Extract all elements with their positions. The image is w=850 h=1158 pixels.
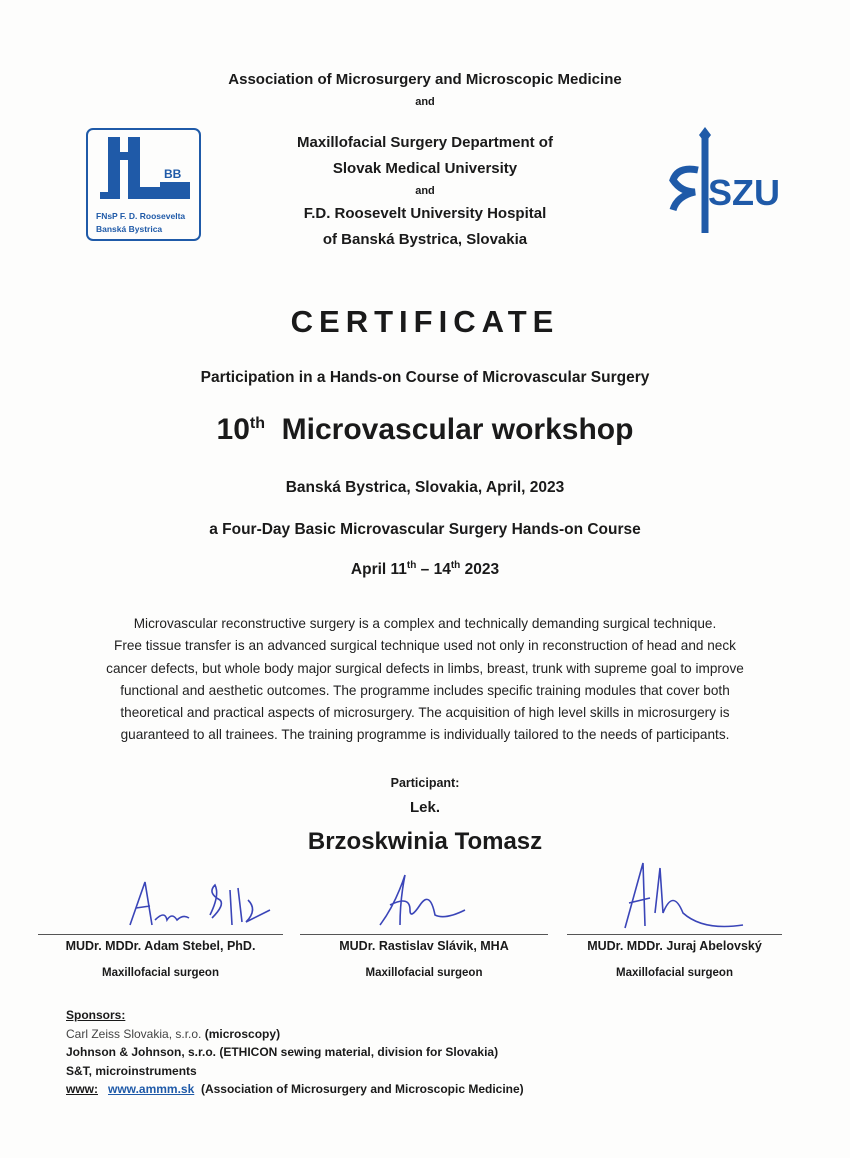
description-line: theoretical and practical aspects of microsurgery. The acquisition of high level skills in microsurgery is	[120, 705, 730, 721]
sponsors-heading: Sponsors:	[66, 1008, 126, 1022]
sponsor-item: Johnson & Johnson, s.r.o. (ETHICON sewing material, division for Slovakia)	[66, 1045, 499, 1059]
dept-line-1: Maxillofacial Surgery Department of	[297, 134, 553, 151]
event-place: Banská Bystrica, Slovakia, April, 2023	[285, 479, 565, 496]
signature-abelovsky	[615, 858, 755, 933]
org-name: Association of Microsurgery and Microscopic Medicine	[228, 71, 622, 88]
szu-logo	[660, 125, 780, 237]
subtitle: Participation in a Hands-on Course of Microvascular Surgery	[200, 369, 650, 386]
sponsors-section	[66, 1006, 524, 1099]
event-number-suffix: th	[249, 415, 265, 432]
sponsor-name: Carl Zeiss Slovakia, s.r.o.	[66, 1026, 202, 1041]
signatory-role: Maxillofacial surgeon	[102, 967, 219, 979]
signatory-role: Maxillofacial surgeon	[365, 967, 483, 979]
signatory-name: MUDr. Rastislav Slávik, MHA	[339, 939, 509, 953]
logo-letters: BB	[164, 167, 182, 181]
sponsor-item: S&T, microinstruments	[66, 1063, 197, 1078]
hospital-building-icon	[88, 130, 199, 210]
signatory-name: MUDr. MDDr. Juraj Abelovský	[587, 939, 762, 953]
date-suffix: th	[406, 560, 417, 571]
participant-title: Lek.	[409, 799, 440, 816]
date-start: April 11	[350, 561, 407, 579]
signatory-name: MUDr. MDDr. Adam Stebel, PhD.	[65, 939, 256, 953]
logo-line-2: Banská Bystrica	[96, 224, 163, 234]
date-suffix: th	[450, 560, 461, 571]
signatory-3	[567, 934, 782, 979]
logo-letters: SZU	[708, 172, 780, 213]
signature-stebel	[120, 870, 290, 935]
date-end: – 14	[416, 561, 451, 579]
certificate-title: CERTIFICATE	[290, 304, 560, 339]
description-line: Free tissue transfer is an advanced surgical technique used not only in reconstruction of head and neck	[114, 638, 736, 654]
hospital-line-2: of Banská Bystrica, Slovakia	[322, 231, 528, 248]
fnsp-logo	[86, 128, 201, 241]
and-text: and	[415, 96, 435, 108]
description-line: cancer defects, but whole body major surgical defects in limbs, breast, trunk with supreme goal to improve	[106, 660, 744, 676]
website-link[interactable]: www.ammm.sk	[108, 1082, 195, 1096]
participant-name: Brzoskwinia Tomasz	[307, 828, 543, 855]
dept-line-2: Slovak Medical University	[332, 160, 518, 177]
event-number: 10	[216, 413, 250, 446]
course-description: a Four-Day Basic Microvascular Surgery Hands-on Course	[209, 521, 641, 538]
and-text: and	[415, 185, 435, 197]
course-dates	[0, 560, 850, 579]
www-label: www:	[66, 1082, 98, 1096]
description-line: guaranteed to all trainees. The training programme is individually tailored to the needs of participants.	[120, 727, 730, 743]
description-line: Microvascular reconstructive surgery is a complex and technically demanding surgical technique.	[133, 616, 717, 631]
event-name: Microvascular workshop	[281, 413, 634, 446]
signatory-2	[300, 934, 548, 979]
description-line: functional and aesthetic outcomes. The programme includes specific training modules that cover both	[120, 682, 730, 698]
description-paragraph	[60, 613, 790, 747]
logo-line-1: FNsP F. D. Roosevelta	[96, 211, 186, 221]
date-year: 2023	[460, 561, 500, 579]
signatory-role: Maxillofacial surgeon	[616, 967, 733, 979]
hospital-line-1: F.D. Roosevelt University Hospital	[303, 205, 547, 222]
signatory-1	[38, 934, 283, 979]
website-note: (Association of Microsurgery and Microscopic Medicine)	[200, 1082, 524, 1096]
event-title	[0, 413, 850, 447]
sponsor-note: (microscopy)	[201, 1026, 281, 1041]
signature-slavik	[370, 870, 490, 935]
participant-label: Participant:	[390, 776, 460, 790]
